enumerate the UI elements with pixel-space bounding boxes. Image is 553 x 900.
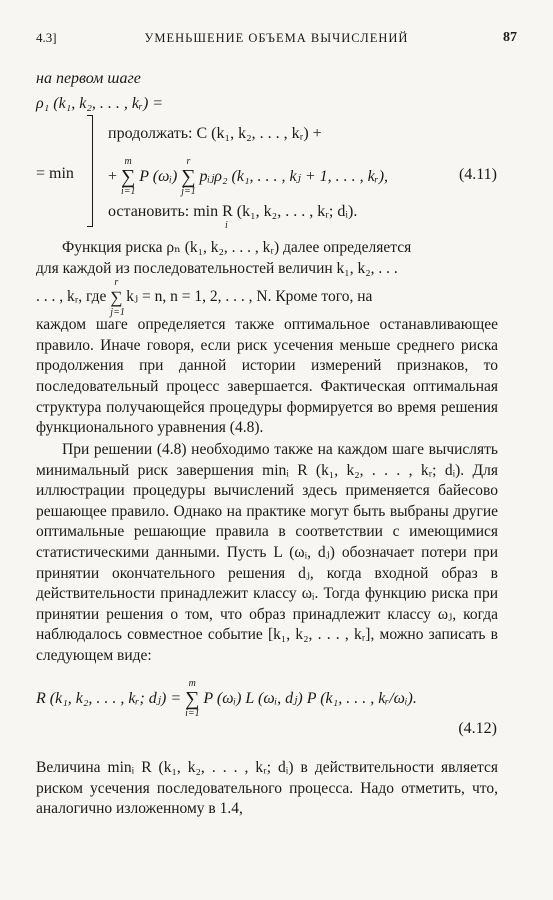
sum-symbol: ∑ r j=1	[110, 276, 125, 318]
formula1-row-sum	[108, 156, 389, 198]
paragraph-line: Функция риска ρₙ (k₁, k₂, . . . , kᵣ) далее определяется	[62, 239, 412, 256]
min-subscript: i	[225, 220, 228, 231]
text-fragment: . . . , kᵣ, где	[36, 288, 107, 306]
sum-lower: j=1	[181, 186, 196, 198]
formula1-lhs: ρ₁ (k₁, k₂, . . . , kᵣ) =	[36, 95, 164, 112]
formula1-min: = min	[36, 165, 74, 182]
formula1-brace	[92, 115, 103, 227]
equation-number-4-11: (4.11)	[458, 166, 497, 183]
sum-lower: i=1	[185, 708, 200, 720]
formula2	[36, 678, 417, 720]
text-fragment: kⱼ = n, n = 1, 2, . . . , N. Кроме того, на	[126, 288, 373, 306]
sum-lower: j=1	[110, 306, 125, 318]
sum-upper: m	[188, 678, 196, 690]
page-number: 87	[503, 30, 517, 45]
formula-intro: на первом шаге	[36, 70, 141, 87]
sum-upper: r	[186, 156, 191, 168]
paragraph-line-sum	[36, 276, 498, 318]
sum-upper: m	[124, 156, 132, 168]
sum-upper: r	[114, 276, 119, 288]
paragraph-body: Величина minᵢ R (k₁, k₂, . . . , kᵣ; dᵢ) в действительности является риском усечения последовательного процесса. Надо отметить, что, аналогично изложенному в 1.4,	[36, 759, 498, 818]
formula1-row-continue: продолжать: C (k₁, k₂, . . . , kᵣ) +	[108, 125, 322, 142]
sum-symbol: ∑ m i=1	[185, 678, 200, 720]
sum-symbol: ∑ m i=1	[121, 156, 136, 198]
equation-number-4-12: (4.12)	[458, 720, 497, 737]
formula1-row-stop: остановить: min R (k₁, k₂, . . . , kᵣ; dᵢ).	[108, 203, 358, 220]
formula1-tail: pᵢⱼρ₂ (k₁, . . . , kⱼ + 1, . . . , kᵣ),	[199, 168, 389, 185]
sum-lower: i=1	[121, 186, 136, 198]
formula2-rhs: P (ωᵢ) L (ωᵢ, dⱼ) P (k₁, . . . , kᵣ/ωᵢ).	[203, 690, 417, 707]
running-title: УМЕНЬШЕНИЕ ОБЪЕМА ВЫЧИСЛЕНИЙ	[144, 31, 409, 45]
section-number: 4.3]	[36, 30, 57, 45]
formula1-term: P (ωᵢ)	[139, 168, 178, 185]
paragraph-1	[36, 238, 498, 439]
paragraph-2	[36, 440, 498, 667]
paragraph-body: каждом шаге определяется также оптимальное останавливающее правило. Иначе говоря, если риск усечения меньше среднего риска продолжения при данной истории измерений признаков, то последовательный процесс завершается. Фактическая оптимальная структура получающейся процедуры формируется во время решения функционального уравнения (4.8).	[36, 316, 498, 437]
paragraph-line: для каждой из последовательностей величин k₁, k₂, . . .	[36, 259, 398, 277]
paragraph-body: При решении (4.8) необходимо также на каждом шаге вычислять минимальный риск завершения minᵢ R (k₁, k₂, . . . , kᵣ; dᵢ). Для иллюстрации процедуры вычислений здесь применяется байесово решающее правило. Однако на практике могут быть выбраны другие оптимальные решающие правила в соответствии с имеющимися статистическими данными. Пусть L (ωᵢ, dⱼ) обозначает потери при принятии окончательного решения dⱼ, когда входной образ в действительности принадлежит классу ωᵢ. Тогда функцию риска при принятии решения о том, что образ принадлежит классу ωⱼ, когда наблюдалось совместное событие [k₁, k₂, . . . , kᵣ], можно записать в следующем виде:	[36, 441, 498, 664]
sum-symbol: ∑ r j=1	[181, 156, 196, 198]
formula2-lhs: R (k₁, k₂, . . . , kᵣ; dⱼ) =	[36, 690, 182, 707]
running-header	[36, 30, 517, 50]
plus-sign: +	[108, 168, 118, 185]
paragraph-3	[36, 758, 498, 820]
